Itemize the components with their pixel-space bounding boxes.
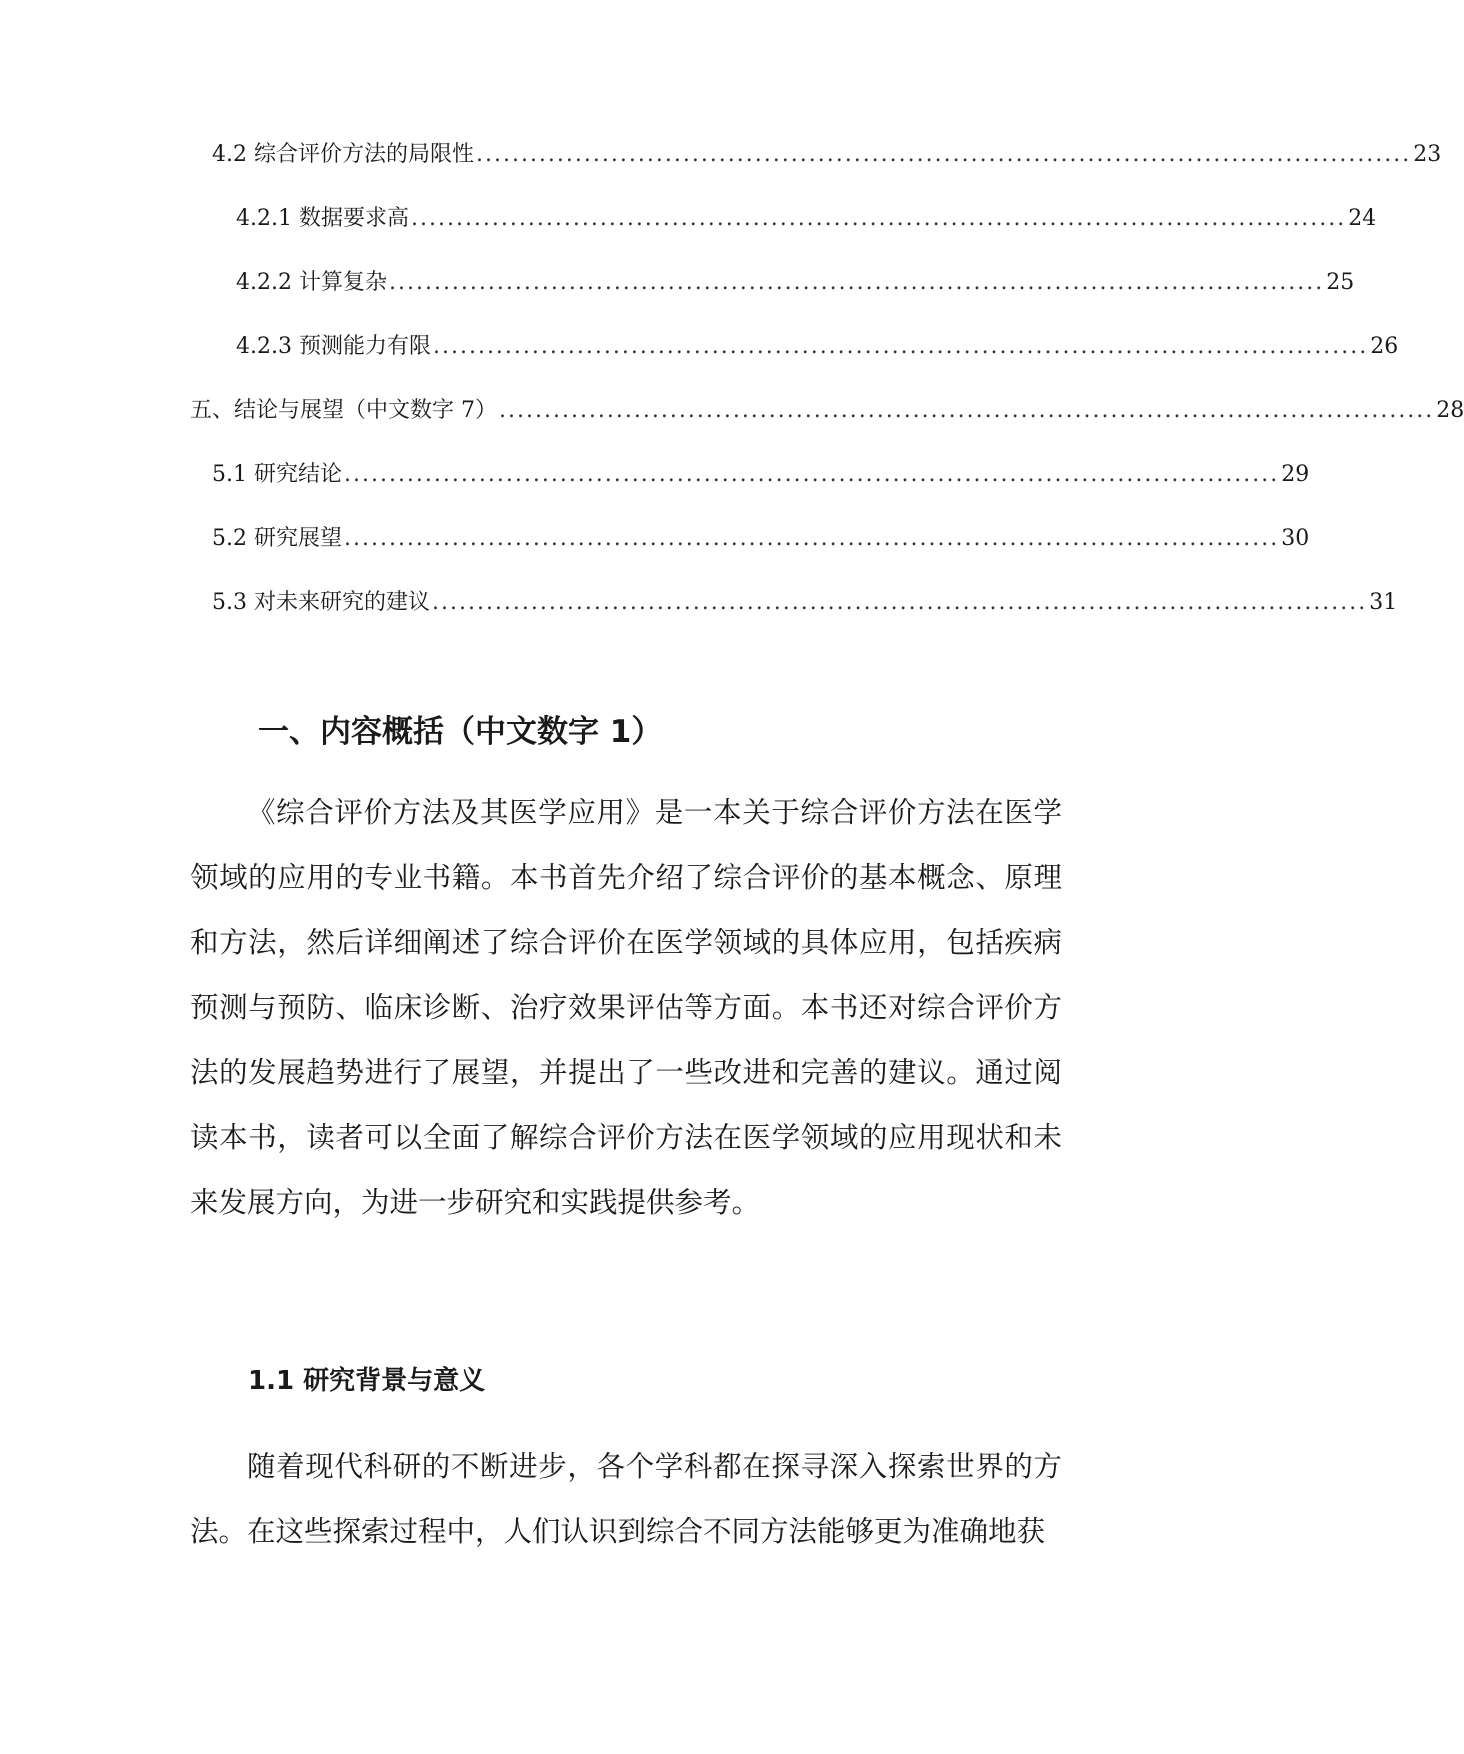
toc-entry[interactable] — [212, 524, 1310, 554]
toc-leader-dots: ........................................................................................................ — [410, 206, 1347, 231]
toc-entry-page: 23 — [1413, 142, 1442, 167]
toc-entry-page: 31 — [1369, 590, 1398, 615]
toc-entry[interactable] — [212, 140, 1442, 170]
toc-entry-page: 24 — [1348, 206, 1377, 231]
toc-leader-dots: ........................................................................................................ — [475, 142, 1412, 167]
toc-entry[interactable] — [190, 396, 1464, 426]
toc-entry[interactable] — [236, 268, 1355, 298]
subsection-heading: 1.1 研究背景与意义 — [248, 1366, 486, 1396]
toc-entry-label: 4.2 综合评价方法的局限性 — [212, 142, 474, 167]
section-heading: 一、内容概括（中文数字 1） — [258, 714, 663, 750]
toc-leader-dots: ........................................................................................................ — [388, 270, 1325, 295]
toc-entry-page: 29 — [1281, 462, 1310, 487]
toc-entry-label: 5.2 研究展望 — [212, 526, 342, 551]
toc-entry-page: 25 — [1326, 270, 1355, 295]
toc-entry-label: 4.2.2 计算复杂 — [236, 270, 387, 295]
toc-entry[interactable] — [236, 332, 1399, 362]
toc-leader-dots: ........................................................................................................ — [343, 462, 1280, 487]
toc-entry-label: 五、结论与展望（中文数字 7） — [190, 398, 497, 423]
toc-entry-page: 26 — [1370, 334, 1399, 359]
toc-leader-dots: ........................................................................................................ — [343, 526, 1280, 551]
toc-entry-page: 28 — [1436, 398, 1464, 423]
toc-entry-label: 5.3 对未来研究的建议 — [212, 590, 430, 615]
toc-leader-dots: ........................................................................................................ — [432, 334, 1369, 359]
toc-entry[interactable] — [236, 204, 1377, 234]
subsection-paragraph: 随着现代科研的不断进步，各个学科都在探寻深入探索世界的方法。在这些探索过程中，人们认识到综合不同方法能够更为准确地获 — [190, 1450, 1062, 1548]
section-paragraph: 《综合评价方法及其医学应用》是一本关于综合评价方法在医学领域的应用的专业书籍。本书首先介绍了综合评价的基本概念、原理和方法，然后详细阐述了综合评价在医学领域的具体应用，包括疾病预测与预防、临床诊断、治疗效果评估等方面。本书还对综合评价方法的发展趋势进行了展望，并提出了一些改进和完善的建议。通过阅读本书，读者可以全面了解综合评价方法在医学领域的应用现状和未来发展方向，为进一步研究和实践提供参考。 — [190, 796, 1062, 1219]
toc-entry-label: 5.1 研究结论 — [212, 462, 342, 487]
toc-leader-dots: ........................................................................................................ — [499, 398, 1435, 423]
toc-entry[interactable] — [212, 460, 1310, 490]
toc-entry[interactable] — [212, 588, 1398, 618]
toc-entry-label: 4.2.3 预测能力有限 — [236, 334, 431, 359]
toc-leader-dots: ........................................................................................................ — [431, 590, 1368, 615]
toc-entry-page: 30 — [1281, 526, 1310, 551]
toc-entry-label: 4.2.1 数据要求高 — [236, 206, 409, 231]
